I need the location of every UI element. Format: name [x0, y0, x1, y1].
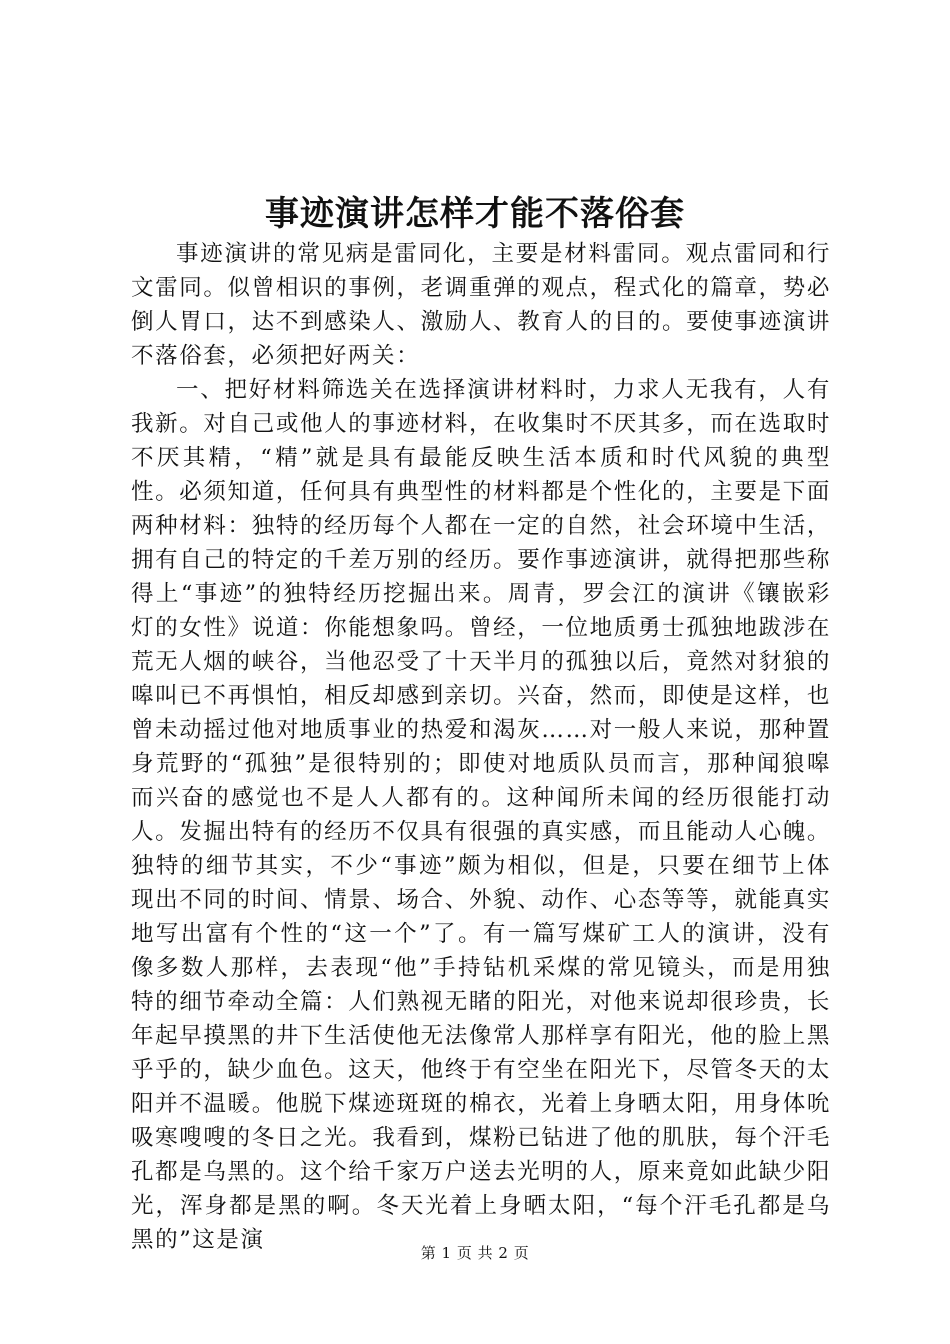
document-title: 事迹演讲怎样才能不落俗套 [265, 194, 685, 234]
document-body [131, 237, 831, 1257]
paragraph-intro: 事迹演讲的常见病是雷同化，主要是材料雷同。观点雷同和行文雷同。似曾相识的事例，老调重弹的观点，程式化的篇章，势必倒人胃口，达不到感染人、激励人、教育人的目的。要使事迹演讲不落俗套，必须把好两关： [131, 241, 831, 369]
paragraph-material-selection: 一、把好材料筛选关在选择演讲材料时，力求人无我有，人有我新。对自己或他人的事迹材料，在收集时不厌其多，而在选取时不厌其精，“精”就是具有最能反映生活本质和时代风貌的典型性。必须知道，任何具有典型性的材料都是个性化的，主要是下面两种材料：独特的经历每个人都在一定的自然，社会环境中生活，拥有自己的特定的千差万别的经历。要作事迹演讲，就得把那些称得上“事迹”的独特经历挖掘出来。周青，罗会江的演讲《镶嵌彩灯的女性》说道：你能想象吗。曾经，一位地质勇士孤独地跋涉在荒无人烟的峡谷，当他忍受了十天半月的孤独以后，竟然对豺狼的嗥叫已不再惧怕，相反却感到亲切。兴奋，然而，即使是这样，也曾未动摇过他对地质事业的热爱和渴灰……对一般人来说，那种置身荒野的“孤独”是很特别的；即使对地质队员而言，那种闻狼嗥而兴奋的感觉也不是人人都有的。这种闻所未闻的经历很能打动人。发掘出特有的经历不仅具有很强的真实感，而且能动人心魄。独特的细节其实，不少“事迹”颇为相似，但是，只要在细节上体现出不同的时间、情景、场合、外貌、动作、心态等等，就能真实地写出富有个性的“这一个”了。有一篇写煤矿工人的演讲，没有像多数人那样，去表现“他”手持钻机采煤的常见镜头，而是用独特的细节牵动全篇：人们熟视无睹的阳光，对他来说却很珍贵，长年起早摸黑的井下生活使他无法像常人那样享有阳光，他的脸上黑乎乎的，缺少血色。这天，他终于有空坐在阳光下，尽管冬天的太阳并不温暖。他脱下煤迹斑斑的棉衣，光着上身晒太阳，用身体吮吸寒嗖嗖的冬日之光。我看到，煤粉已钻进了他的肌肤，每个汗毛孔都是乌黑的。这个给千家万户送去光明的人，原来竟如此缺少阳光，浑身都是黑的啊。冬天光着上身晒太阳，“每个汗毛孔都是乌黑的”这是演 [131, 377, 831, 1253]
page-number-footer: 第 1 页 共 2 页 [420, 1244, 530, 1262]
